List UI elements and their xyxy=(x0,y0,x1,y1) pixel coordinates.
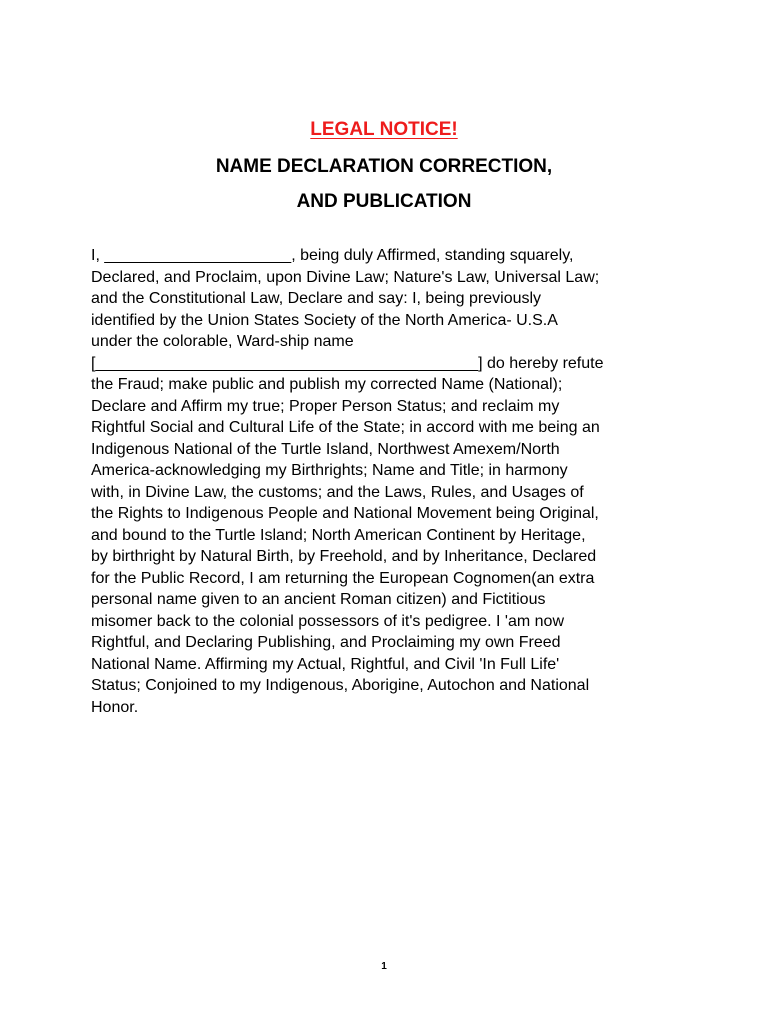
body-line: Rightful, and Declaring Publishing, and Proclaiming my own Freed xyxy=(91,634,561,651)
body-line: Honor. xyxy=(91,698,139,716)
body-line: Declare and Affirm my true; Proper Person Status; and reclaim my xyxy=(91,397,560,415)
body-line: by birthright by Natural Birth, by Freehold, and by Inheritance, Declared xyxy=(91,548,597,565)
body-line: Indigenous National of the Turtle Island, Northwest Amexem/North xyxy=(91,440,560,458)
body-line: the Fraud; make public and publish my corrected Name (National); xyxy=(91,376,563,393)
body-line: identified by the Union States Society of the North America- U.S.A xyxy=(91,311,558,329)
document-title: NAME DECLARATION CORRECTION, xyxy=(215,156,553,177)
body-line: under the colorable, Ward-ship name xyxy=(91,333,354,350)
page-number: 1 xyxy=(381,961,387,972)
body-line: [___________________________________________] do hereby refute xyxy=(91,354,604,372)
body-line: I, _____________________, being duly Affirmed, standing squarely, xyxy=(91,247,574,264)
legal-notice-heading: LEGAL NOTICE! xyxy=(310,119,458,140)
body-line: the Rights to Indigenous People and National Movement being Original, xyxy=(91,505,599,522)
body-line: Status; Conjoined to my Indigenous, Aborigine, Autochon and National xyxy=(91,677,590,694)
body-line: Rightful Social and Cultural Life of the State; in accord with me being an xyxy=(91,419,600,436)
body-line: personal name given to an ancient Roman citizen) and Fictitious xyxy=(91,591,546,608)
body-line: and bound to the Turtle Island; North American Continent by Heritage, xyxy=(91,526,586,544)
body-line: National Name. Affirming my Actual, Rightful, and Civil 'In Full Life' xyxy=(91,655,560,673)
document-subtitle: AND PUBLICATION xyxy=(296,191,472,212)
body-line: misomer back to the colonial possessors of it's pedigree. I 'am now xyxy=(91,612,564,630)
body-line: for the Public Record, I am returning the European Cognomen(an extra xyxy=(91,569,595,587)
body-line: America-acknowledging my Birthrights; Name and Title; in harmony xyxy=(91,462,568,479)
body-line: with, in Divine Law, the customs; and the Laws, Rules, and Usages of xyxy=(91,483,584,501)
declaration-body xyxy=(91,245,691,718)
body-line: Declared, and Proclaim, upon Divine Law; Nature's Law, Universal Law; xyxy=(91,268,600,286)
body-line: and the Constitutional Law, Declare and say: I, being previously xyxy=(91,290,542,307)
